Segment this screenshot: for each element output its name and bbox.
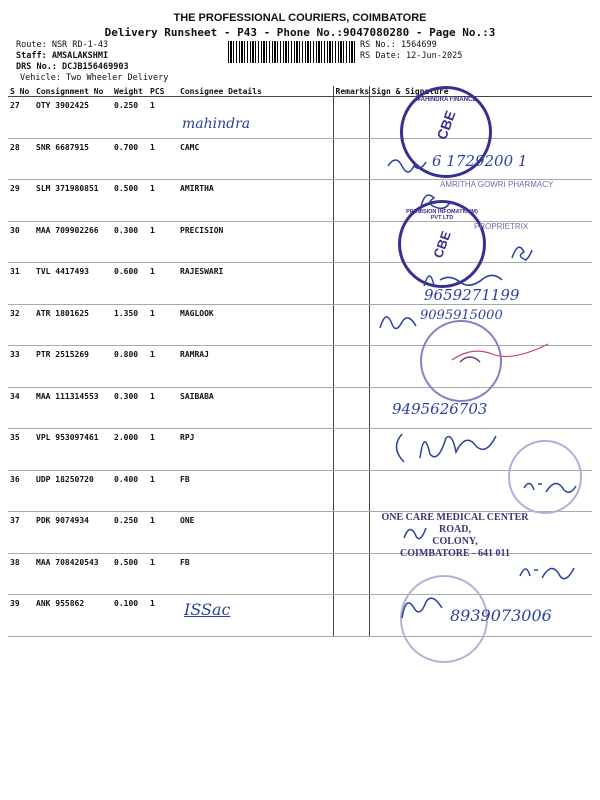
- cell-weight: 0.600: [112, 263, 148, 305]
- cell-weight: 0.800: [112, 346, 148, 388]
- cell-remarks: [333, 429, 369, 471]
- table-header: [8, 86, 592, 97]
- signature-fb-36: [520, 474, 580, 496]
- cell-consignee: PRECISION: [178, 221, 333, 263]
- signature-rpj: [390, 424, 510, 468]
- cell-consignment: OTY 3902425: [34, 97, 112, 139]
- table-row: [8, 387, 592, 429]
- cell-pcs: 1: [148, 512, 178, 554]
- cell-remarks: [333, 263, 369, 305]
- mahindra-stamp-ring: MAHINDRA FINANCE: [415, 97, 477, 103]
- cell-sno: 28: [8, 138, 34, 180]
- cell-consignment: ANK 955862: [34, 595, 112, 637]
- cell-consignment: VPL 953097461: [34, 429, 112, 471]
- cell-consignee: RPJ: [178, 429, 333, 471]
- route-label: Route: NSR RD-1-43: [16, 40, 109, 50]
- cell-weight: 0.100: [112, 595, 148, 637]
- one-care-line1: ONE CARE MEDICAL CENTER: [381, 512, 529, 523]
- cell-consignment: MAA 111314553: [34, 387, 112, 429]
- cell-weight: 0.250: [112, 97, 148, 139]
- cell-weight: 0.300: [112, 387, 148, 429]
- handwritten-issac: ISSac: [184, 600, 231, 619]
- cell-sno: 39: [8, 595, 34, 637]
- signature-issac: [396, 590, 450, 624]
- cell-consignee: CAMC: [178, 138, 333, 180]
- mahindra-stamp-center: CBE: [433, 108, 459, 142]
- col-consignee: Consignee Details: [178, 86, 333, 97]
- cell-pcs: 1: [148, 221, 178, 263]
- handwritten-phone-3: 9095915000: [420, 308, 503, 323]
- handwritten-phone-5: 8939073006: [450, 606, 552, 625]
- cell-weight: 0.700: [112, 138, 148, 180]
- cell-consignee: RAJESWARI: [178, 263, 333, 305]
- precision-stamp-center: CBE: [430, 229, 454, 260]
- barcode: [228, 41, 356, 63]
- cell-remarks: [333, 512, 369, 554]
- cell-remarks: [333, 553, 369, 595]
- rs-date: RS Date: 12-Jun-2025: [360, 51, 463, 61]
- rs-number: RS No.: 1564699: [360, 40, 437, 50]
- cell-pcs: 1: [148, 180, 178, 222]
- cell-consignee: SAIBABA: [178, 387, 333, 429]
- cell-weight: 0.250: [112, 512, 148, 554]
- cell-weight: 0.500: [112, 180, 148, 222]
- col-pcs: PCS: [148, 86, 178, 97]
- cell-sno: 30: [8, 221, 34, 263]
- precision-stamp-ring: PRECISION INFOMATIC (M) PVT LTD: [406, 209, 478, 221]
- one-care-stamp: [370, 512, 540, 560]
- drs-label: DRS No.: DCJB156469903: [16, 62, 129, 72]
- cell-consignee: FB: [178, 553, 333, 595]
- cell-pcs: 1: [148, 553, 178, 595]
- cell-pcs: 1: [148, 97, 178, 139]
- one-care-line4: COIMBATORE - 641 011: [400, 548, 510, 559]
- cell-consignee: ONE: [178, 512, 333, 554]
- cell-remarks: [333, 138, 369, 180]
- cell-sno: 38: [8, 553, 34, 595]
- one-care-line3: COLONY,: [432, 536, 478, 547]
- cell-consignment: SNR 6687915: [34, 138, 112, 180]
- one-care-line2: ROAD,: [439, 524, 471, 535]
- gowri-pharmacy-stamp: AMRITHA GOWRI PHARMACY: [440, 180, 554, 189]
- cell-consignment: MAA 709902266: [34, 221, 112, 263]
- cell-pcs: 1: [148, 429, 178, 471]
- handwritten-phone-1: 6 1729200 1: [432, 152, 528, 170]
- cell-remarks: [333, 595, 369, 637]
- handwritten-mahindra: mahindra: [182, 116, 251, 132]
- signature-maglook: [376, 306, 422, 336]
- cell-pcs: 1: [148, 387, 178, 429]
- cell-weight: 2.000: [112, 429, 148, 471]
- cell-sno: 31: [8, 263, 34, 305]
- col-remarks: Remarks: [333, 86, 369, 97]
- signature-rajeswari: [418, 262, 508, 290]
- cell-pcs: 1: [148, 595, 178, 637]
- col-signature: Sign & Signature: [369, 86, 592, 97]
- company-title: THE PROFESSIONAL COURIERS, COIMBATORE: [173, 12, 427, 24]
- vehicle-label: Vehicle: Two Wheeler Delivery: [20, 73, 169, 83]
- cell-remarks: [333, 470, 369, 512]
- cell-consignment: TVL 4417493: [34, 263, 112, 305]
- col-consignment: Consignment No: [34, 86, 112, 97]
- cell-remarks: [333, 387, 369, 429]
- signature-one: [400, 520, 430, 544]
- proprietrix-label: PROPRIETRIX: [474, 222, 529, 231]
- table-row: [8, 470, 592, 512]
- cell-remarks: [333, 97, 369, 139]
- handwritten-phone-2: 9659271199: [424, 286, 520, 304]
- signature-camc: [384, 150, 432, 178]
- cell-consignee: MAGLOOK: [178, 304, 333, 346]
- runsheet-subtitle: Delivery Runsheet - P43 - Phone No.:9047080280 - Page No.:3: [104, 26, 496, 39]
- cell-consignment: ATR 1801625: [34, 304, 112, 346]
- signature-fb-38: [516, 558, 582, 584]
- cell-consignee: AMIRTHA: [178, 180, 333, 222]
- cell-pcs: 1: [148, 263, 178, 305]
- cell-weight: 0.400: [112, 470, 148, 512]
- cell-sno: 27: [8, 97, 34, 139]
- cell-consignment: UDP 18250720: [34, 470, 112, 512]
- cell-sno: 29: [8, 180, 34, 222]
- cell-sno: 33: [8, 346, 34, 388]
- staff-label: Staff: AMSALAKSHMI: [16, 51, 109, 61]
- cell-weight: 0.300: [112, 221, 148, 263]
- cell-sno: 37: [8, 512, 34, 554]
- table-row: [8, 97, 592, 139]
- cell-weight: 0.500: [112, 553, 148, 595]
- signature-ramraj: [450, 340, 550, 370]
- cell-sno: 34: [8, 387, 34, 429]
- cell-pcs: 1: [148, 138, 178, 180]
- cell-pcs: 1: [148, 470, 178, 512]
- handwritten-phone-4: 9495626703: [392, 400, 488, 418]
- signature-amirtha: [414, 186, 454, 216]
- cell-consignment: SLM 371980851: [34, 180, 112, 222]
- col-sno: S No: [8, 86, 34, 97]
- cell-pcs: 1: [148, 346, 178, 388]
- cell-sno: 35: [8, 429, 34, 471]
- cell-consignee: FB: [178, 470, 333, 512]
- cell-remarks: [333, 221, 369, 263]
- cell-sno: 32: [8, 304, 34, 346]
- cell-weight: 1.350: [112, 304, 148, 346]
- cell-remarks: [333, 180, 369, 222]
- cell-sno: 36: [8, 470, 34, 512]
- cell-consignment: MAA 708420543: [34, 553, 112, 595]
- signature-precision: [508, 238, 534, 264]
- cell-pcs: 1: [148, 304, 178, 346]
- cell-consignment: PDK 9074934: [34, 512, 112, 554]
- cell-remarks: [333, 304, 369, 346]
- cell-consignment: PTR 2515269: [34, 346, 112, 388]
- cell-remarks: [333, 346, 369, 388]
- cell-consignee: RAMRAJ: [178, 346, 333, 388]
- col-weight: Weight: [112, 86, 148, 97]
